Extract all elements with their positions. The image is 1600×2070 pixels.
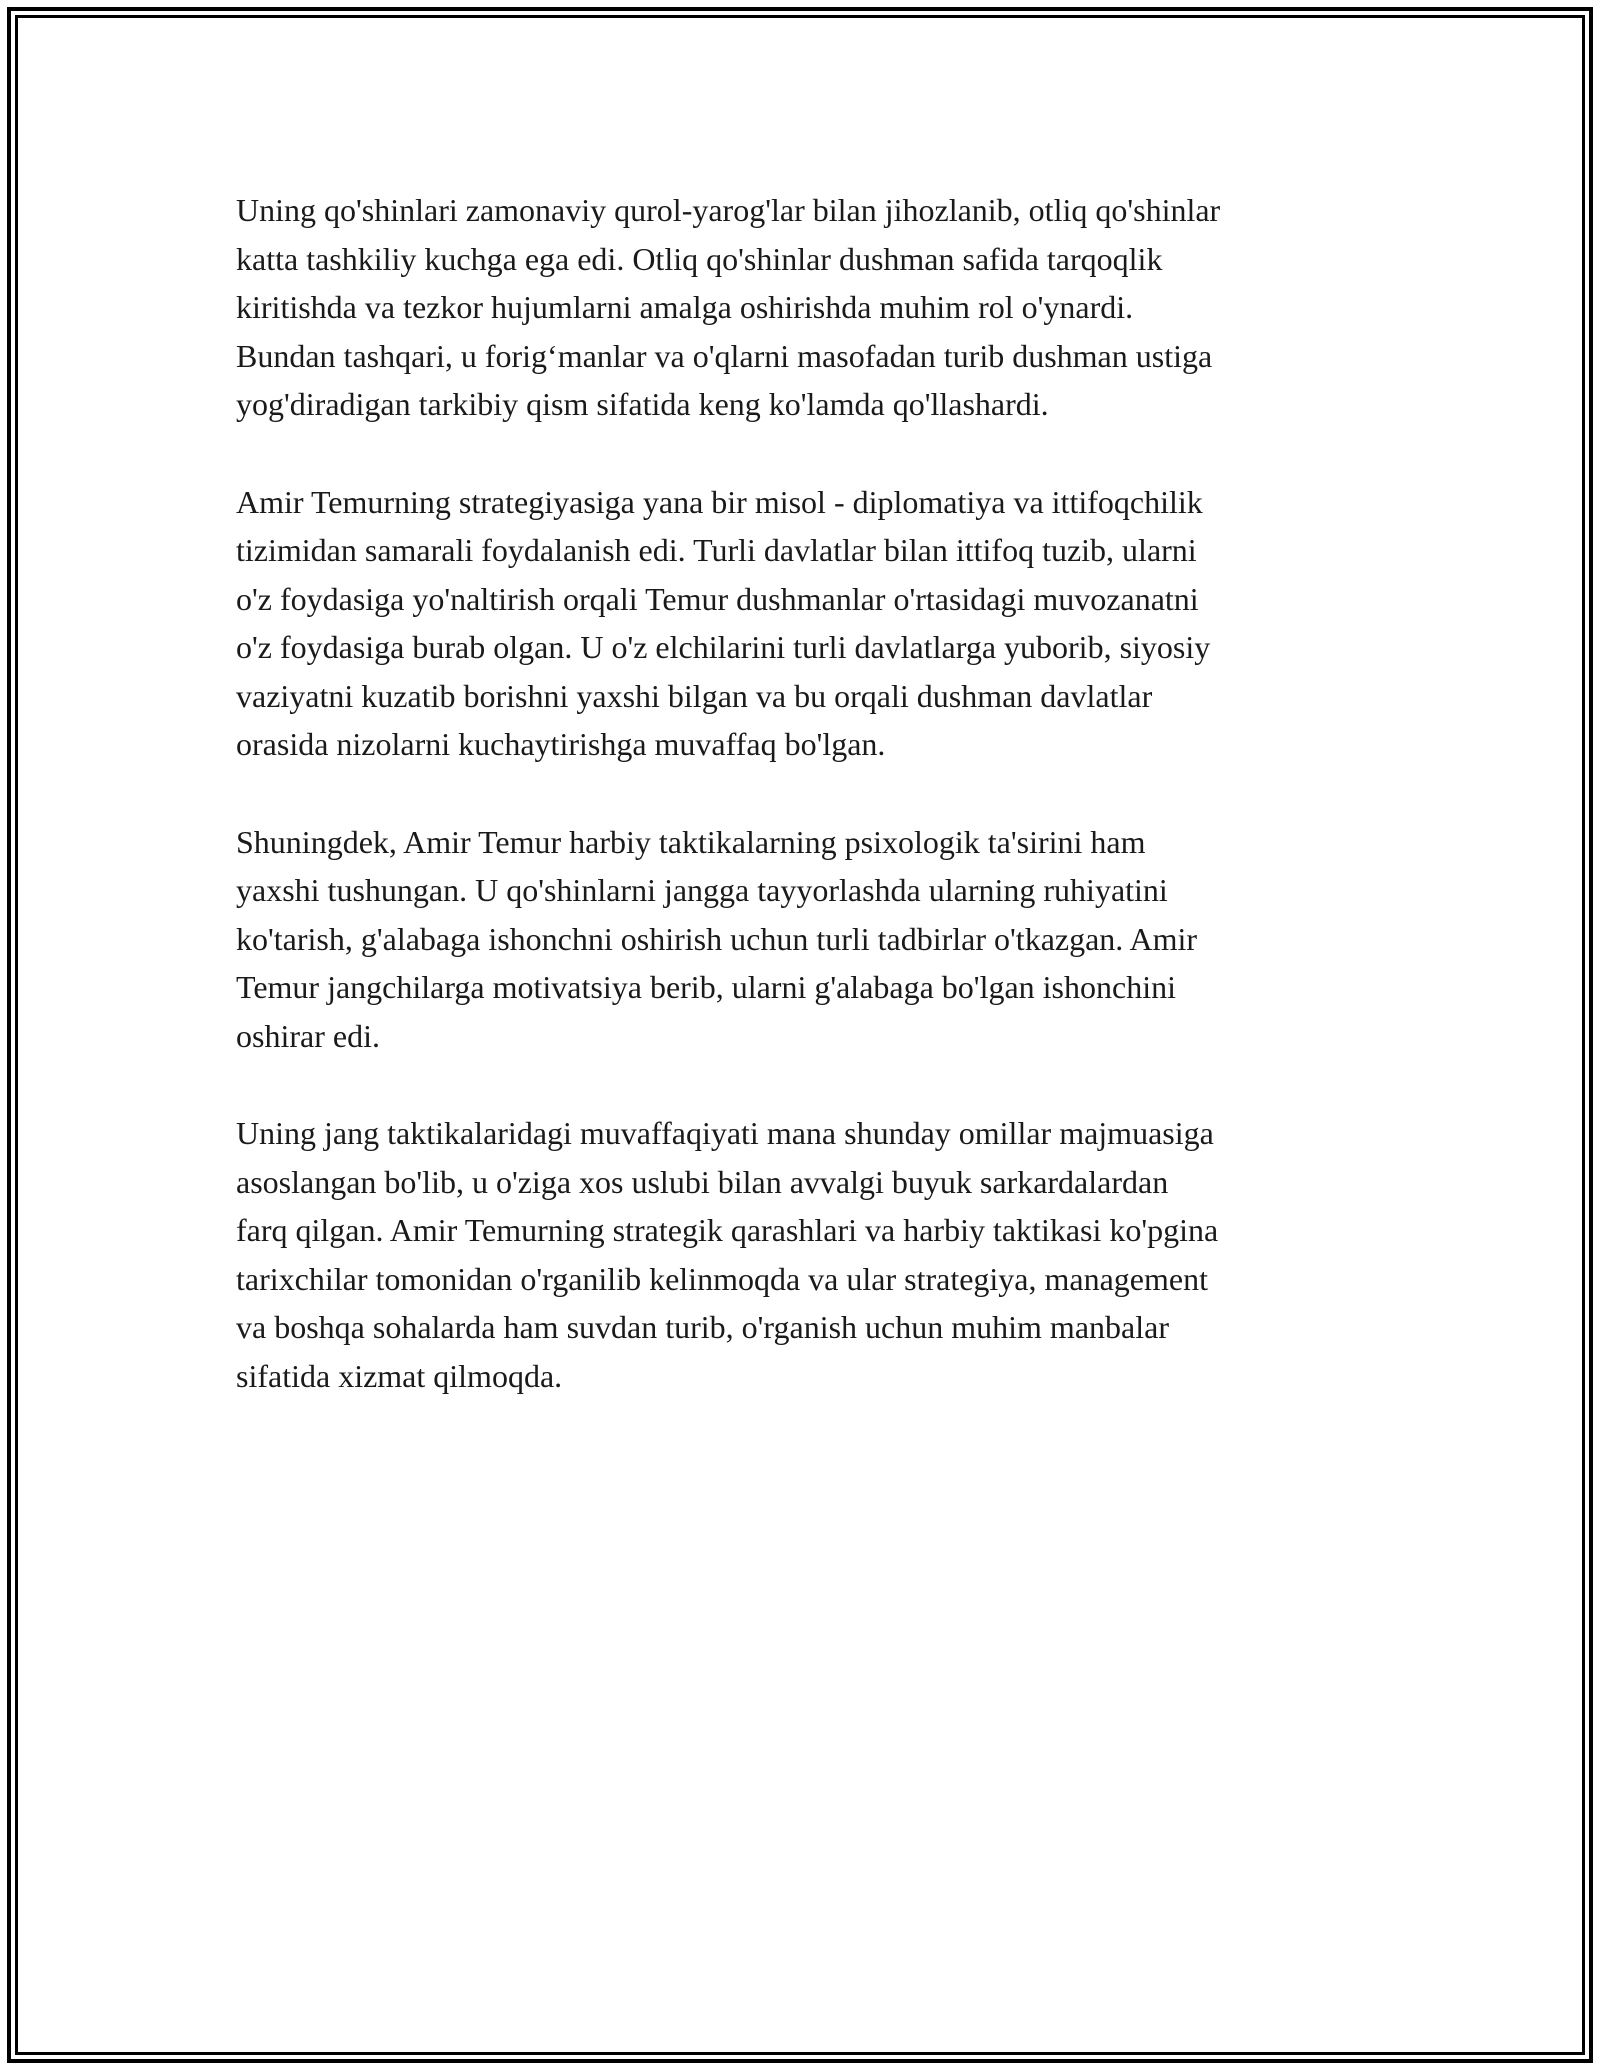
paragraph-1: Uning qo'shinlari zamonaviy qurol-yarog'lar bilan jihozlanib, otliq qo'shinlar katta tashkiliy kuchga ega edi. Otliq qo'shinlar dushman safida tarqoqlik kiritishda va tezkor hujumlarni amalga oshirishda muhim rol o'ynardi. Bundan tashqari, u forig‘manlar va o'qlarni masofadan turib dushman ustiga yog'diradigan tarkibiy qism sifatida keng ko'lamda qo'llashardi. (236, 192, 1221, 422)
paragraph-3: Shuningdek, Amir Temur harbiy taktikalarning psixologik ta'sirini ham yaxshi tushungan. U qo'shinlarni jangga tayyorlashda ularning ruhiyatini ko'tarish, g'alabaga ishonchni oshirish uchun turli tadbirlar o'tkazgan. Amir Temur jangchilarga motivatsiya berib, ularni g'alabaga bo'lgan ishonchini oshirar edi. (236, 823, 1198, 1054)
document-body (236, 186, 1376, 1449)
paragraph-4: Uning jang taktikalaridagi muvaffaqiyati mana shunday omillar majmuasiga asoslangan bo'lib, u o'ziga xos uslubi bilan avvalgi buyuk sarkardalardan farq qilgan. Amir Temurning strategik qarashlari va harbiy taktikasi ko'pgina tarixchilar tomonidan o'rganilib kelinmoqda va ular strategiya, management va boshqa sohalarda ham suvdan turib, o'rganish uchun muhim manbalar sifatida xizmat qilmoqda. (236, 1115, 1219, 1394)
paragraph-2: Amir Temurning strategiyasiga yana bir misol - diplomatiya va ittifoqchilik tizimidan samarali foydalanish edi. Turli davlatlar bilan ittifoq tuzib, ularni o'z foydasiga yo'naltirish orqali Temur dushmanlar o'rtasidagi muvozanatni o'z foydasiga burab olgan. U o'z elchilarini turli davlatlarga yuborib, siyosiy vaziyatni kuzatib borishni yaxshi bilgan va bu orqali dushman davlatlar orasida nizolarni kuchaytirishga muvaffaq bo'lgan. (236, 483, 1211, 762)
